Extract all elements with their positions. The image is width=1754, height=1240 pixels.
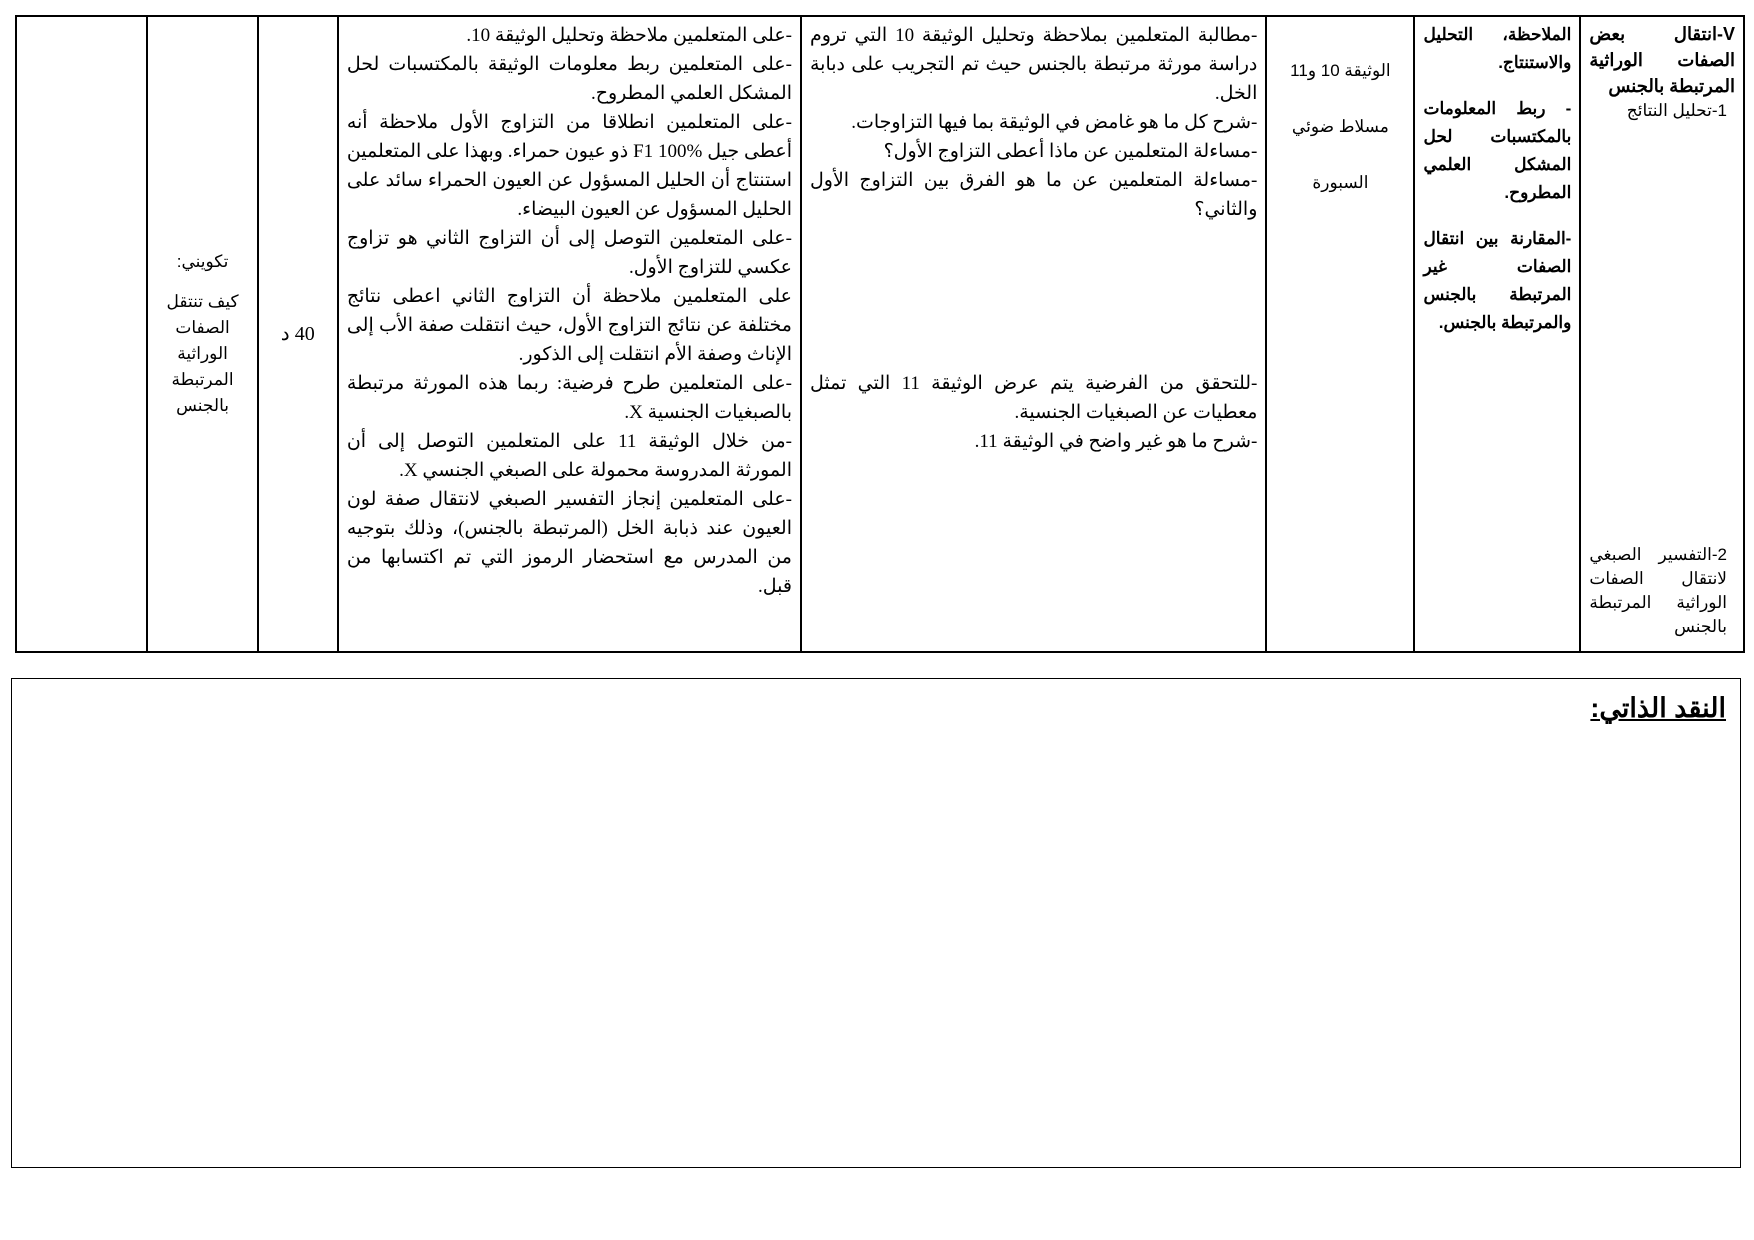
evaluation-cell bbox=[147, 16, 257, 652]
teacher-activity: -مساءلة المتعلمين عن ما هو الفرق بين التزاوج الأول والثاني؟ bbox=[809, 170, 1258, 220]
support-item: الوثيقة 10 و11 bbox=[1290, 61, 1391, 80]
teacher-activity: -شرح كل ما هو غامض في الوثيقة بما فيها التزاوجات. bbox=[851, 112, 1258, 133]
learner-activities-cell bbox=[338, 16, 801, 652]
stage-title: V-انتقال بعض الصفات الوراثية المرتبطة بالجنس bbox=[1589, 24, 1735, 96]
learner-activity: -على المتعلمين انطلاقا من التزاوج الأول ملاحظة أنه أعطى جيل F1 100% ذو عيون حمراء. وبهذا على المتعلمين استنتاج أن الحليل المسؤول عن العيون الحمراء سائد على الحليل المسؤول عن العيون البيضاء. bbox=[346, 112, 792, 220]
stage-sub-2: 2-التفسير الصبغي لانتقال الصفات الوراثية المرتبطة بالجنس bbox=[1589, 545, 1727, 636]
teacher-activities-cell bbox=[801, 16, 1266, 652]
lesson-plan-table bbox=[15, 15, 1745, 653]
teacher-activity: -شرح ما هو غير واضح في الوثيقة 11. bbox=[974, 431, 1258, 452]
supports-cell bbox=[1266, 16, 1414, 652]
learner-activity: -على المتعلمين ربط معلومات الوثيقة بالمكتسبات لحل المشكل العلمي المطروح. bbox=[346, 54, 792, 104]
learner-activity: -على المتعلمين التوصل إلى أن التزاوج الثاني هو تزاوج عكسي للتزاوج الأول. bbox=[346, 228, 792, 278]
support-item: السبورة bbox=[1312, 173, 1369, 192]
stage-sub-1: 1-تحليل النتائج bbox=[1626, 101, 1727, 120]
support-item: مسلاط ضوئي bbox=[1291, 117, 1389, 136]
evaluation-question: كيف تنتقل الصفات الوراثية المرتبطة بالجنس bbox=[166, 292, 239, 415]
teacher-activity: -مساءلة المتعلمين عن ماذا أعطى التزاوج الأول؟ bbox=[883, 141, 1258, 162]
self-critique-box bbox=[11, 678, 1741, 1168]
time-cell: 40 د bbox=[258, 16, 338, 652]
self-critique-title: النقد الذاتي: bbox=[1590, 693, 1726, 723]
learner-activity: -على المتعلمين إنجاز التفسير الصبغي لانتقال صفة لون العيون عند ذبابة الخل (المرتبطة بالجنس)، وذلك بتوجيه من المدرس مع استحضار الرموز التي تم اكتسابها من قبل. bbox=[346, 489, 792, 597]
learner-activity: على المتعلمين ملاحظة أن التزاوج الثاني اعطى نتائج مختلفة عن نتائج التزاوج الأول، حيث انتقلت صفة الأب إلى الإناث وصفة الأم انتقلت إلى الذكور. bbox=[346, 286, 792, 365]
lesson-row bbox=[16, 16, 1744, 652]
goals-cell bbox=[1414, 16, 1580, 652]
goal-item: - ربط المعلومات بالمكتسبات لحل المشكل العلمي المطروح. bbox=[1423, 99, 1572, 202]
learner-activity: -على المتعلمين طرح فرضية: ربما هذه المورثة مرتبطة بالصبغيات الجنسية X. bbox=[346, 373, 792, 423]
learner-activity: -على المتعلمين ملاحظة وتحليل الوثيقة 10. bbox=[466, 25, 792, 46]
teacher-activity: -للتحقق من الفرضية يتم عرض الوثيقة 11 التي تمثل معطيات عن الصبغيات الجنسية. bbox=[809, 373, 1258, 423]
empty-cell bbox=[16, 16, 147, 652]
teacher-activity: -مطالبة المتعلمين بملاحظة وتحليل الوثيقة 10 التي تروم دراسة مورثة مرتبطة بالجنس حيث تم التجريب على دبابة الخل. bbox=[809, 25, 1258, 104]
evaluation-type: تكويني: bbox=[176, 252, 229, 271]
learner-activity: -من خلال الوثيقة 11 على المتعلمين التوصل إلى أن المورثة المدروسة محمولة على الصبغي الجنسي X. bbox=[346, 431, 792, 481]
goal-item: -المقارنة بين انتقال الصفات غير المرتبطة بالجنس والمرتبطة بالجنس. bbox=[1423, 229, 1572, 332]
goal-item: الملاحظة، التحليل والاستنتاج. bbox=[1423, 25, 1572, 72]
stage-cell bbox=[1580, 16, 1744, 652]
